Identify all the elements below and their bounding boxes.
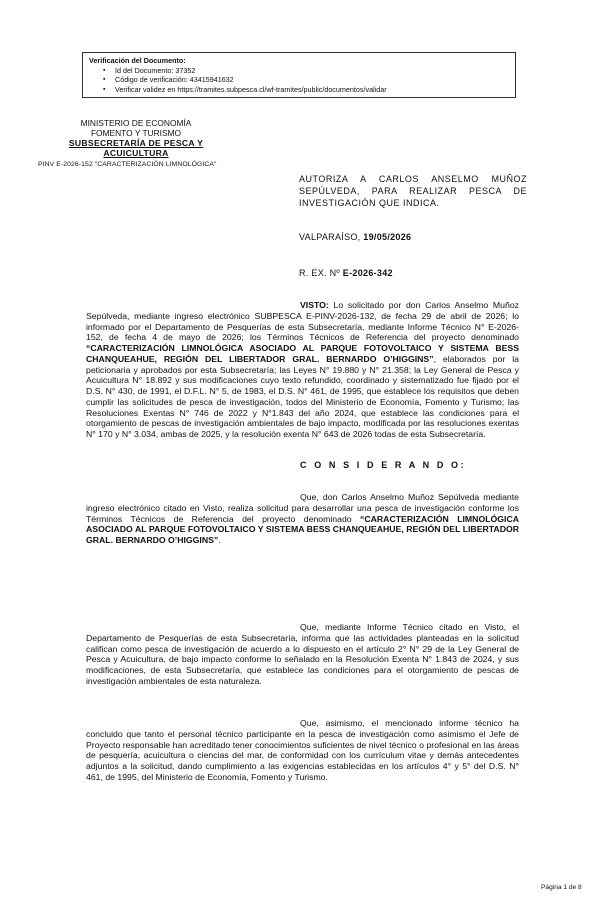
resolution-number-line: [299, 268, 393, 278]
verification-box: [82, 52, 516, 98]
institution-header: [40, 118, 232, 158]
verification-list: [89, 66, 509, 95]
page-number: Página 1 de 8: [541, 884, 582, 891]
considerando-heading: C O N S I D E R A N D O:: [300, 460, 467, 470]
considerando-paragraph-1: [86, 492, 519, 546]
verification-url[interactable]: ▪ Verificar validez en https://tramites.subpesca.cl/wf-tramites/public/documentos/validar: [115, 85, 509, 95]
considerando-paragraph-2: [86, 622, 519, 687]
verification-code: ▪ Código de verificación: 43415941632: [115, 75, 509, 85]
reference-code: PINV E-2026-152 "CARACTERIZACIÓN LIMNOLÓGICA": [38, 161, 217, 168]
considerando-1-text: Que, don Carlos Anselmo Muñoz Sepúlveda mediante ingreso electrónico citado en Visto, realiza solicitud para desarrollar una pesca de investigación conforme los Términos Técnicos de Referencia del proyecto denominado: [86, 492, 519, 524]
visto-paragraph: [86, 300, 519, 440]
visto-text-2: , elaborados por la peticionaria y aprobados por esta Subsecretaría; las Leyes N° 19.880 y N° 21.358; la Ley General de Pesca y Acuicultura N° 18.892 y sus modificaciones cuyo texto refundido, coordinado y sistematizado fue fijado por el D.S. N° 430, de 1991, el D.F.L. N° 5, de 1983, el D.S. N° 461, de 1995, que establece los requisitos que deben cumplir las solicitudes de pesca de investigación, todos del Ministerio de Economía, Fomento y Turismo; las Resoluciones Exentas N° 746 de 2022 y N°1.843 del año 2024, que establece las condiciones para el otorgamiento de pescas de investigación ambientales de bajo impacto, modificada por las resoluciones exentas N° 170 y N° 3.034, ambas de 2025, y la resolución exenta N° 643 de 2026 todas de esta Subsecretaría.: [86, 353, 519, 439]
considerando-2-text: Que, mediante Informe Técnico citado en Visto, el Departamento de Pesquerías de esta Subsecretaría, informa que las actividades planteadas en la solicitud califican como pesca de investigación de acuerdo a lo dispuesto en el artículo 2° N° 29 de la Ley General de Pesca y Acuicultura, de bajo impacto conforme lo señalado en la Resolución Exenta N° 1.843 de 2024, y sus modificaciones, de esta Subsecretaría, que establece las condiciones para el otorgamiento de pescas de investigación ambientales de esta naturaleza.: [86, 622, 519, 686]
considerando-1-project: “CARACTERIZACIÓN LIMNOLÓGICA ASOCIADO AL PARQUE FOTOVOLTAICO Y SISTEMA BESS CHANQUEAHUE, REGIÓN DEL LIBERTADOR GRAL. BERNARDO O’HIGGINS”: [86, 513, 519, 545]
ministry-line-2: FOMENTO Y TURISMO: [90, 128, 182, 138]
considerando-3-text: Que, asimismo, el mencionado informe técnico ha concluido que tanto el personal técnico participante en la pesca de investigación como asimismo el Jefe de Proyecto responsable han acreditado tener conocimientos suficientes de nivel técnico o profesional en las áreas de pesquería, acuicultura o ciencias del mar, de conformidad con los currículum vitae y demás antecedentes adjuntos a la solicitud, dando cumplimiento a las exigencias establecidas en los artículos 4° y 5° del D.S. N° 461, de 1995, del Ministerio de Economía, Fomento y Turismo.: [86, 718, 519, 782]
visto-label: VISTO:: [300, 300, 329, 310]
resolution-prefix: R. EX. Nº: [299, 268, 343, 278]
visto-project-name: “CARACTERIZACIÓN LIMNOLÓGICA ASOCIADO AL PARQUE FOTOVOLTAICO Y SISTEMA BESS CHANQUEAHUE, REGIÓN DEL LIBERTADOR GRAL. BERNARDO O’HIGGINS”: [86, 343, 519, 364]
considerando-1-end: .: [218, 535, 221, 545]
considerando-paragraph-3: [86, 718, 519, 783]
resolution-number: E-2026-342: [342, 268, 393, 278]
date-line: [299, 232, 411, 242]
visto-text-1: Lo solicitado por don Carlos Anselmo Muñoz Sepúlveda, mediante ingreso electrónico SUBPESCA E-PINV-2026-132, de fecha 29 de abril de 2026; lo informado por el Departamento de Pesquerías de esta Subsecretaría, mediante Informe Técnico N° E-2026-152, de fecha 4 de mayo de 2026; los Términos Técnicos de Referencia del proyecto denominado: [86, 300, 519, 343]
date-value: 19/05/2026: [363, 232, 412, 242]
verification-doc-id: ▪ Id del Documento: 37352: [115, 66, 509, 76]
ministry-line-1: MINISTERIO DE ECONOMÍA: [80, 118, 192, 128]
resolution-summary: AUTORIZA A CARLOS ANSELMO MUÑOZ SEPÚLVEDA, PARA REALIZAR PESCA DE INVESTIGACIÓN QUE INDICA.: [299, 174, 527, 208]
verification-title: Verificación del Documento:: [89, 56, 186, 65]
subsecretaria-line-2: ACUICULTURA: [103, 148, 169, 158]
subsecretaria-line-1: SUBSECRETARÍA DE PESCA Y: [68, 138, 204, 148]
date-place: VALPARAÍSO,: [299, 232, 364, 242]
